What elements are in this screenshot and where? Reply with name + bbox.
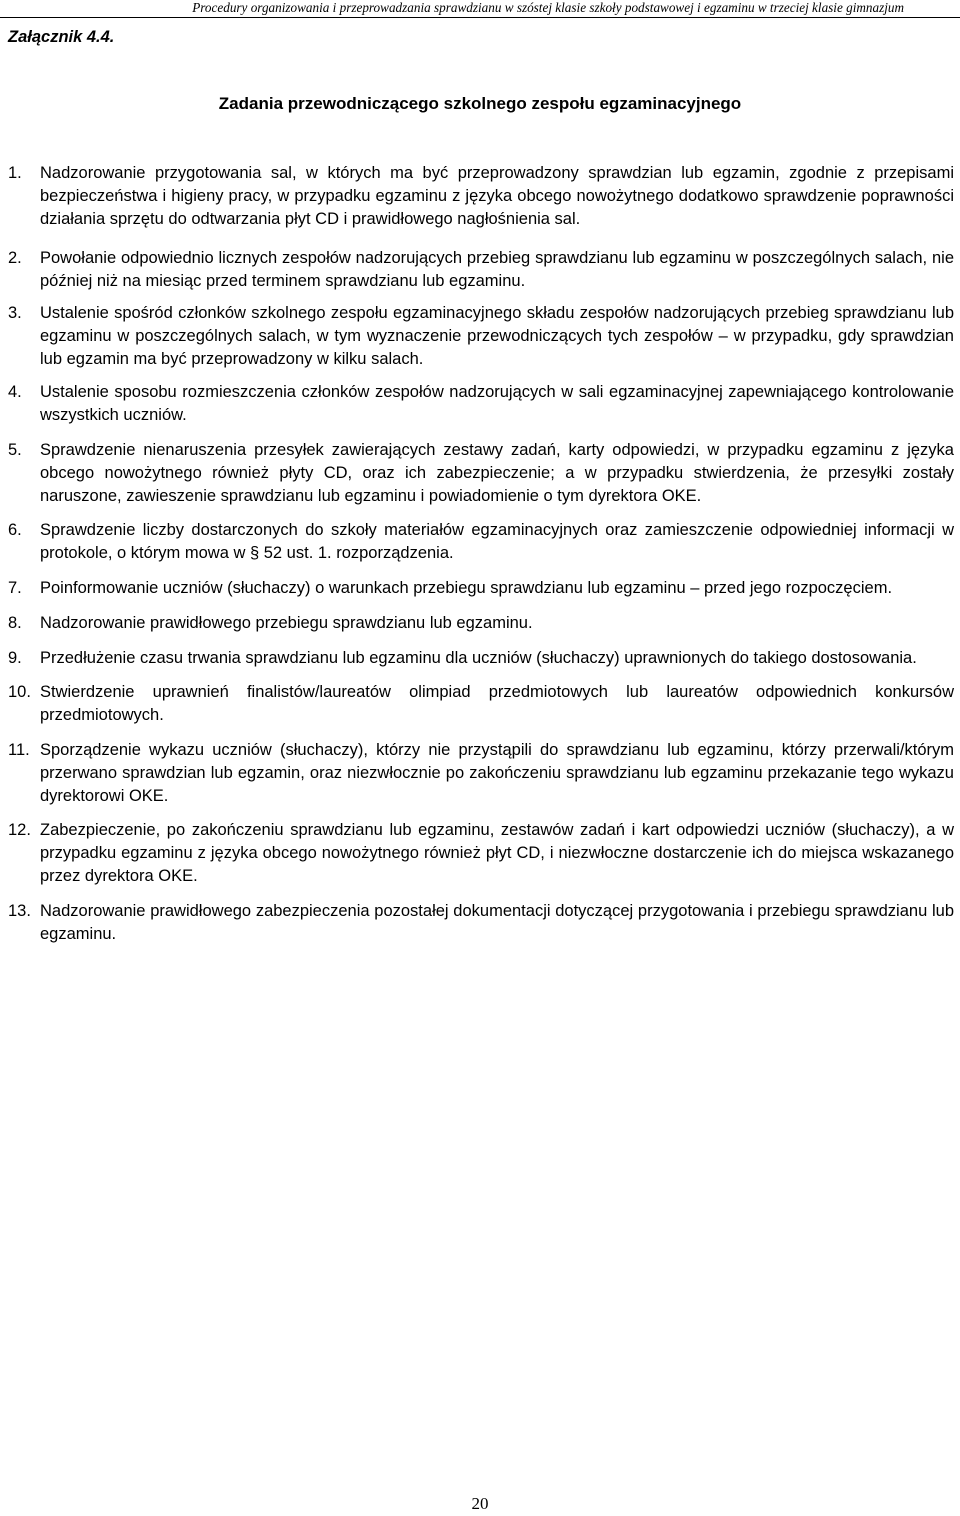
task-item: [8, 519, 954, 565]
task-item: [8, 162, 954, 230]
task-number: 1.: [8, 164, 22, 182]
task-text: Stwierdzenie uprawnień finalistów/laureatów olimpiad przedmiotowych lub laureatów odpowiednich konkursów przedmiotowych.: [40, 683, 954, 725]
document-title: Zadania przewodniczącego szkolnego zespołu egzaminacyjnego: [218, 94, 742, 113]
task-item: [8, 612, 954, 635]
task-number: 2.: [8, 249, 22, 268]
task-item: [8, 819, 954, 887]
running-header-text: Procedury organizowania i przeprowadzania sprawdzianu w szóstej klasie szkoły podstawowej i egzaminu w trzeciej klasie gimnazjum: [192, 0, 904, 15]
task-number: 5.: [8, 440, 22, 459]
task-text: Nadzorowanie przygotowania sal, w których ma być przeprowadzony sprawdzian lub egzamin, zgodnie z przepisami bezpieczeństwa i higieny pracy, w przypadku egzaminu z języka obcego nowożytnego dodatkowo sprawdzenie poprawności działania sprzętu do odtwarzania płyt CD i prawidłowego nagłośnienia sal.: [40, 164, 954, 228]
task-text: Nadzorowanie prawidłowego zabezpieczenia pozostałej dokumentacji dotyczącej przygotowania i przebiegu sprawdzianu lub egzaminu.: [40, 901, 954, 943]
task-item: [8, 739, 954, 807]
task-number: 11.: [8, 740, 30, 759]
task-item: [8, 302, 954, 370]
task-list: [8, 162, 954, 945]
task-number: 12.: [8, 821, 31, 840]
task-item: [8, 247, 954, 293]
task-number: 7.: [8, 578, 22, 597]
task-number: 9.: [8, 648, 22, 667]
task-number: 3.: [8, 303, 22, 322]
task-item: [8, 647, 954, 670]
task-text: Sprawdzenie liczby dostarczonych do szkoły materiałów egzaminacyjnych oraz zamieszczenie odpowiedniej informacji w protokole, o którym mowa w § 52 ust. 1. rozporządzenia.: [40, 521, 954, 563]
task-number: 13.: [8, 901, 31, 920]
task-number: 8.: [8, 613, 22, 632]
task-number: 4.: [8, 383, 22, 402]
task-text: Zabezpieczenie, po zakończeniu sprawdzianu lub egzaminu, zestawów zadań i kart odpowiedzi uczniów (słuchaczy), a w przypadku egzaminu z języka obcego nowożytnego również płyt CD, i niezwłoczne dostarczenie ich do miejsca wskazanego przez dyrektora OKE.: [40, 821, 954, 885]
task-number: 10.: [8, 683, 31, 702]
task-text: Poinformowanie uczniów (słuchaczy) o warunkach przebiegu sprawdzianu lub egzaminu – przed jego rozpoczęciem.: [40, 578, 893, 597]
page-number: 20: [471, 1494, 489, 1513]
task-text: Ustalenie sposobu rozmieszczenia członków zespołów nadzorujących w sali egzaminacyjnej zapewniającego kontrolowanie wszystkich uczniów.: [40, 383, 954, 425]
task-text: Nadzorowanie prawidłowego przebiegu sprawdzianu lub egzaminu.: [40, 613, 533, 632]
task-text: Sprawdzenie nienaruszenia przesyłek zawierających zestawy zadań, karty odpowiedzi, w przypadku egzaminu z języka obcego nowożytnego również płyty CD, oraz ich zabezpieczenie; a w przypadku stwierdzenia, że przesyłki zostały naruszone, zawieszenie sprawdzianu lub egzaminu i powiadomienie o tym dyrektora OKE.: [40, 440, 954, 505]
task-text: Sporządzenie wykazu uczniów (słuchaczy), którzy nie przystąpili do sprawdzianu lub egzaminu, którzy przerwali/którym przerwano sprawdzian lub egzamin, oraz niezwłocznie po zakończeniu sprawdzianu lub egzaminu przekazanie tego wykazu dyrektorowi OKE.: [40, 740, 954, 805]
task-text: Przedłużenie czasu trwania sprawdzianu lub egzaminu dla uczniów (słuchaczy) uprawnionych do takiego dostosowania.: [40, 648, 917, 667]
task-item: [8, 439, 954, 507]
task-number: 6.: [8, 521, 22, 540]
task-item: [8, 577, 954, 600]
task-text: Ustalenie spośród członków szkolnego zespołu egzaminacyjnego składu zespołów nadzorujących przebieg sprawdzianu lub egzaminu w poszczególnych salach, w tym wyznaczenie przewodniczących tych zespołów – w przypadku, gdy sprawdzian lub egzamin ma być przeprowadzony w kilku salach.: [40, 303, 954, 368]
task-text: Powołanie odpowiednio licznych zespołów nadzorujących przebieg sprawdzianu lub egzaminu w poszczególnych salach, nie później niż na miesiąc przed terminem sprawdzianu lub egzaminu.: [40, 249, 954, 291]
task-item: [8, 900, 954, 946]
running-header: [0, 0, 960, 18]
task-item: [8, 681, 954, 727]
task-item: [8, 381, 954, 427]
annex-label: Załącznik 4.4.: [8, 28, 115, 46]
